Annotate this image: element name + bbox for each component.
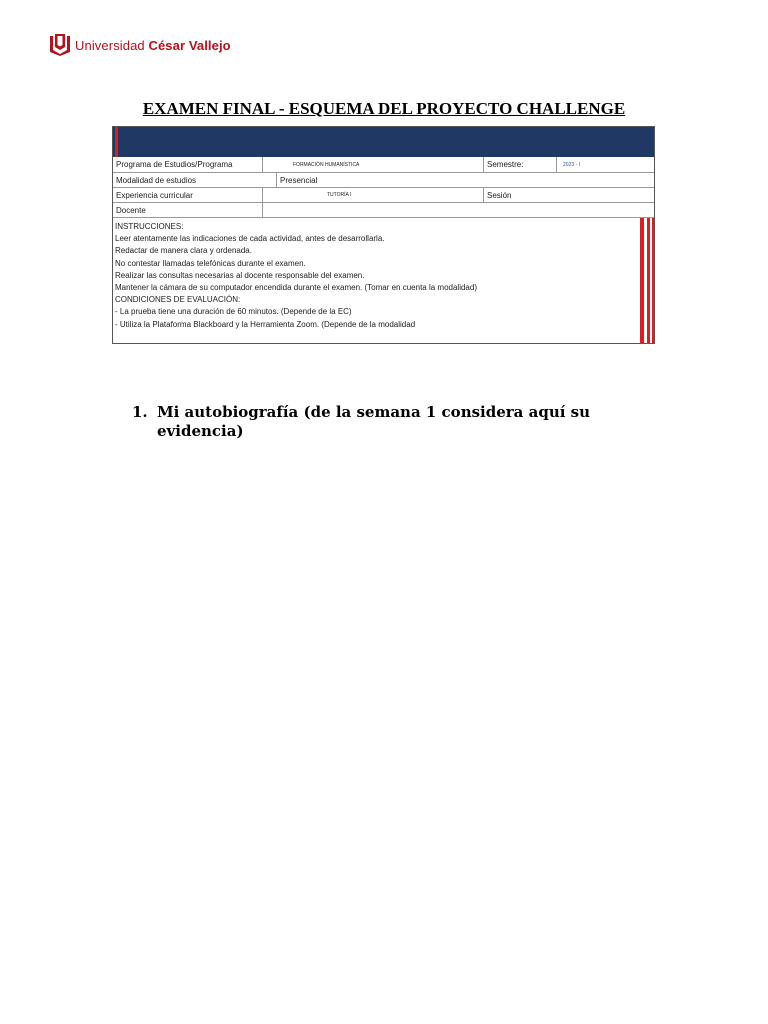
exam-info-form: [112, 126, 655, 344]
instruction-line: Mantener la cámara de su computador encendida durante el examen. (Tomar en cuenta la modalidad): [115, 283, 477, 293]
right-accent-bar: [652, 218, 654, 344]
instruction-heading: INSTRUCCIONES:: [115, 222, 184, 231]
shield-logo-icon: [50, 34, 70, 56]
question-number: 1.: [132, 403, 148, 421]
semester-value: 2023 - I: [563, 161, 580, 168]
header-accent-bar: [115, 127, 118, 157]
instruction-line: Leer atentamente las indicaciones de cada actividad, antes de desarrollarla.: [115, 234, 385, 244]
brand-bold: César Vallejo: [148, 37, 231, 53]
brand-name: [75, 38, 231, 53]
form-header-band: [113, 127, 654, 157]
modality-label: Modalidad de estudios: [113, 173, 277, 187]
document-title: EXAMEN FINAL - ESQUEMA DEL PROYECTO CHALLENGE: [142, 99, 626, 118]
session-label: Sesión: [487, 190, 512, 200]
instruction-line: Realizar las consultas necesarias al docente responsable del examen.: [115, 270, 365, 280]
condition-line: - La prueba tiene una duración de 60 minutos. (Depende de la EC): [115, 307, 352, 317]
conditions-heading: CONDICIONES DE EVALUACIÓN:: [115, 295, 241, 305]
instructions-block: [113, 218, 638, 344]
program-label: Programa de Estudios/Programa: [113, 157, 263, 172]
modality-row: [113, 173, 654, 188]
brand-light: Universidad: [75, 37, 149, 53]
experience-label: Experiencia curricular: [113, 188, 263, 202]
semester-label: Semestre:: [484, 157, 557, 172]
teacher-row: [113, 203, 654, 218]
program-value: FORMACIÓN HUMANÍSTICA: [293, 161, 360, 168]
right-accent-bar: [640, 218, 644, 344]
university-logo: [50, 34, 231, 56]
modality-value: Presencial: [280, 175, 318, 185]
teacher-label: Docente: [113, 203, 263, 217]
program-row: [113, 157, 654, 173]
right-accent-bar: [647, 218, 650, 344]
instruction-line: No contestar llamadas telefónicas durante el examen.: [115, 258, 306, 268]
question-item: [132, 403, 612, 441]
experience-value: TUTORÍA I: [327, 192, 352, 198]
instruction-line: Redactar de manera clara y ordenada.: [115, 246, 252, 256]
experience-row: [113, 188, 654, 203]
program-value-cell: [263, 157, 484, 172]
question-text: Mi autobiografía (de la semana 1 considera aquí su evidencia): [157, 403, 591, 440]
semester-value-cell: [557, 157, 654, 172]
teacher-value: [263, 203, 654, 217]
experience-value-cell: [263, 188, 484, 202]
condition-line: - Utiliza la Plataforma Blackboard y la Herramienta Zoom. (Depende de la modalidad: [115, 319, 416, 329]
